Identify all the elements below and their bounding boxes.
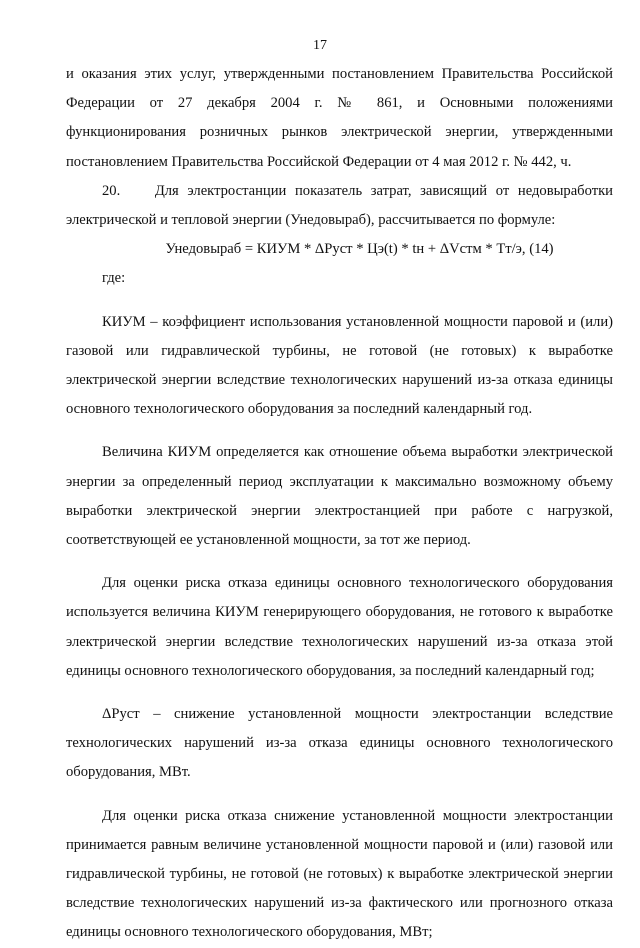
paragraph-continuation: и оказания этих услуг, утвержденными постановлением Правительства Российской Федерации от 27 декабря 2004 г. № 861, и Основными положениями функционирования розничных рынков электрической энергии, утвержденными постановлением Правительства Российской Федерации от 4 мая 2012 г. № 442, ч. (66, 66, 613, 170)
formula-14: Унедовыраб = КИУМ * ΔРуст * Цэ(t) * tн + ΔVстм * Тт/э, (14) (165, 241, 554, 258)
paragraph-delta-pust-definition: ΔРуст – снижение установленной мощности электростанции вследствие технологических нарушений из-за отказа единицы основного технологического оборудования, МВт. (66, 706, 613, 781)
where-label: где: (102, 270, 126, 287)
page-number: 17 (313, 38, 327, 53)
paragraph-risk-capacity: Для оценки риска отказа снижение установленной мощности электростанции принимается равным величине установленной мощности паровой и (или) газовой или гидравлической турбины, не готовой (не готовых) к выработке электрической энергии вследствие технологических нарушений из-за фактического или прогнозного отказа единицы основного технологического оборудования, МВт; (66, 807, 613, 941)
paragraph-kium-value: Величина КИУМ определяется как отношение объема выработки электрической энергии за определенный период эксплуатации к максимально возможному объему выработки электрической энергии электростанцией при работе с нагрузкой, соответствующей ее установленной мощности, за тот же период. (66, 444, 613, 549)
paragraph-kium-definition: КИУМ – коэффициент использования установленной мощности паровой и (или) газовой или гидравлической турбины, не готовой (не готовых) к выработке электрической энергии вследствие технологических нарушений из-за отказа единицы основного технологического оборудования за последний календарный год. (66, 313, 613, 418)
paragraph-risk-assessment: Для оценки риска отказа единицы основного технологического оборудования используется величина КИУМ генерирующего оборудования, не готового к выработке электрической энергии вследствие технологических нарушений из-за отказа этой единицы основного технологического оборудования, за последний календарный год; (66, 575, 613, 679)
paragraph-item-20: 20. Для электростанции показатель затрат, зависящий от недовыработки электрической и тепловой энергии (Унедовыраб), рассчитывается по формуле: (66, 182, 617, 229)
document-body (66, 60, 617, 948)
